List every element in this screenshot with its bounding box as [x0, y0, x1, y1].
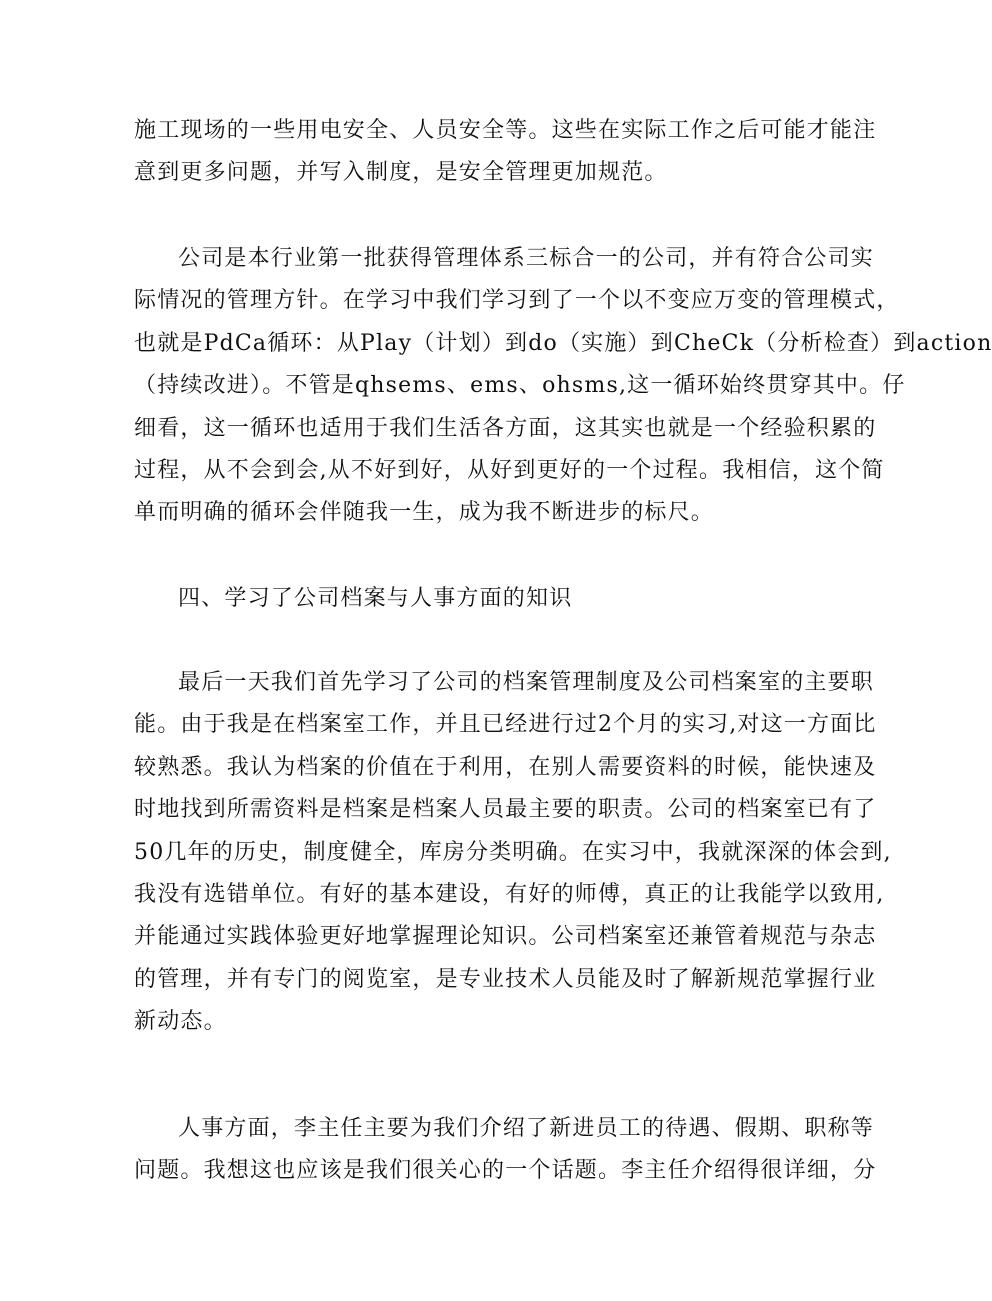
text-line: 新动态。 — [134, 1009, 227, 1035]
text-line: 公司是本行业第一批获得管理体系三标合一的公司，并有符合公司实 — [178, 246, 875, 271]
text-line: 也就是PdCa循环：从Play（计划）到do（实施）到CheCk（分析检查）到action — [134, 330, 992, 356]
text-line: 人事方面，李主任主要为我们介绍了新进员工的待遇、假期、职称等 — [178, 1116, 875, 1141]
text-line: 意到更多问题，并写入制度，是安全管理更加规范。 — [134, 160, 668, 186]
text-line: 际情况的管理方针。在学习中我们学习到了一个以不变应万变的管理模式， — [134, 288, 900, 314]
text-line: 能。由于我是在档案室工作，并且已经进行过2个月的实习,对这一方面比 — [134, 712, 877, 738]
text-line: 50几年的历史，制度健全，库房分类明确。在实习中，我就深深的体会到, — [134, 839, 892, 865]
text-line: 并能通过实践体验更好地掌握理论知识。公司档案室还兼管着规范与杂志 — [134, 924, 877, 950]
section-heading-text: 四、学习了公司档案与人事方面的知识 — [178, 586, 573, 611]
text-line: 施工现场的一些用电安全、人员安全等。这些在实际工作之后可能才能注 — [134, 118, 877, 143]
text-line: 时地找到所需资料是档案是档案人员最主要的职责。公司的档案室已有了 — [134, 797, 877, 823]
paragraph-safety-continuation — [134, 110, 877, 195]
text-line: 问题。我想这也应该是我们很关心的一个话题。李主任介绍得很详细，分 — [134, 1158, 877, 1184]
paragraph-archives — [134, 662, 892, 1044]
text-line: （持续改进）。不管是qhsems、ems、ohsms,这一循环始终贯穿其中。仔 — [134, 373, 906, 399]
text-line: 细看，这一循环也适用于我们生活各方面，这其实也就是一个经验积累的 — [134, 415, 877, 441]
text-line: 过程，从不会到会,从不好到好，从好到更好的一个过程。我相信，这个简 — [134, 458, 885, 484]
text-line: 单而明确的循环会伴随我一生，成为我不断进步的标尺。 — [134, 500, 715, 526]
section-heading — [134, 578, 786, 620]
text-line: 的管理，并有专门的阅览室，是专业技术人员能及时了解新规范掌握行业 — [134, 966, 877, 992]
text-line: 较熟悉。我认为档案的价值在于利用，在别人需要资料的时候，能快速及 — [134, 754, 877, 780]
text-line: 我没有选错单位。有好的基本建设，有好的师傅，真正的让我能学以致用, — [134, 882, 885, 908]
paragraph-personnel — [134, 1108, 877, 1193]
text-line: 最后一天我们首先学习了公司的档案管理制度及公司档案室的主要职 — [178, 670, 875, 695]
paragraph-management-system — [134, 238, 992, 535]
